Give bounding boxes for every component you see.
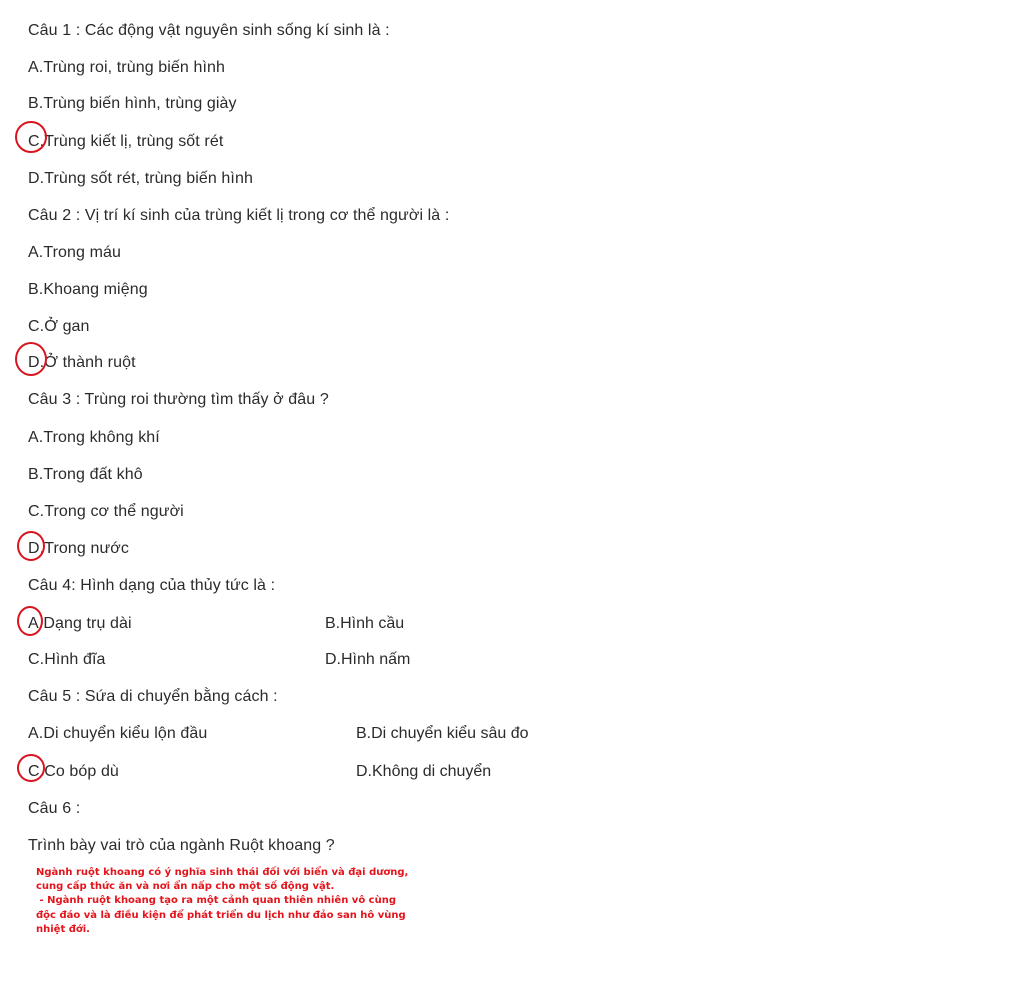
question-2-option-d: D.Ở thành ruột — [28, 354, 136, 371]
question-4-option-c: C.Hình đĩa — [28, 651, 106, 668]
question-3-prompt: Câu 3 : Trùng roi thường tìm thấy ở đâu ? — [28, 391, 329, 408]
question-5-option-a: A.Di chuyển kiểu lộn đầu — [28, 725, 208, 742]
answer-note-line: độc đáo và là điều kiện để phát triển du lịch như đảo san hô vùng — [36, 909, 406, 921]
question-1-option-b: B.Trùng biến hình, trùng giày — [28, 95, 237, 112]
question-4-prompt: Câu 4: Hình dạng của thủy tức là : — [28, 577, 276, 594]
question-4-option-d: D.Hình nấm — [325, 651, 411, 668]
question-1-option-d: D.Trùng sốt rét, trùng biến hình — [28, 170, 253, 187]
answer-circle-q1-c — [15, 121, 47, 153]
question-3-option-b: B.Trong đất khô — [28, 466, 143, 483]
question-2-prompt: Câu 2 : Vị trí kí sinh của trùng kiết lị trong cơ thể người là : — [28, 207, 450, 224]
question-1-option-c: C.Trùng kiết lị, trùng sốt rét — [28, 133, 224, 150]
question-5-option-b: B.Di chuyển kiểu sâu đo — [356, 725, 529, 742]
answer-note-line: nhiệt đới. — [36, 923, 90, 935]
question-2-option-b: B.Khoang miệng — [28, 281, 148, 298]
question-1-option-a: A.Trùng roi, trùng biến hình — [28, 59, 225, 76]
answer-circle-q2-d — [15, 342, 47, 376]
answer-note-line: - Ngành ruột khoang tạo ra một cảnh quan thiên nhiên vô cùng — [36, 895, 397, 907]
question-6-prompt: Câu 6 : — [28, 800, 81, 817]
question-2-option-c: C.Ở gan — [28, 318, 90, 335]
question-5-prompt: Câu 5 : Sứa di chuyển bằng cách : — [28, 688, 278, 705]
question-1-prompt: Câu 1 : Các động vật nguyên sinh sống kí sinh là : — [28, 22, 390, 39]
answer-circle-q3-d — [17, 531, 45, 561]
answer-circle-q5-c — [17, 754, 45, 782]
question-5-option-d: D.Không di chuyển — [356, 763, 492, 780]
answer-circle-q4-a — [17, 606, 43, 636]
question-3-option-d: D.Trong nước — [28, 540, 129, 557]
answer-note — [36, 866, 456, 937]
question-4-option-a: A.Dạng trụ dài — [28, 615, 132, 632]
question-2-option-a: A.Trong máu — [28, 244, 121, 261]
answer-note-line: Ngành ruột khoang có ý nghĩa sinh thái đối với biển và đại dương, — [36, 867, 409, 878]
question-3-option-a: A.Trong không khí — [28, 429, 160, 446]
question-3-option-c: C.Trong cơ thể người — [28, 503, 184, 520]
question-4-option-b: B.Hình cầu — [325, 615, 405, 632]
question-5-option-c: C.Co bóp dù — [28, 763, 119, 780]
answer-note-line: cung cấp thức ăn và nơi ẩn nấp cho một số động vật. — [36, 881, 335, 893]
question-6-text: Trình bày vai trò của ngành Ruột khoang ? — [28, 837, 335, 854]
